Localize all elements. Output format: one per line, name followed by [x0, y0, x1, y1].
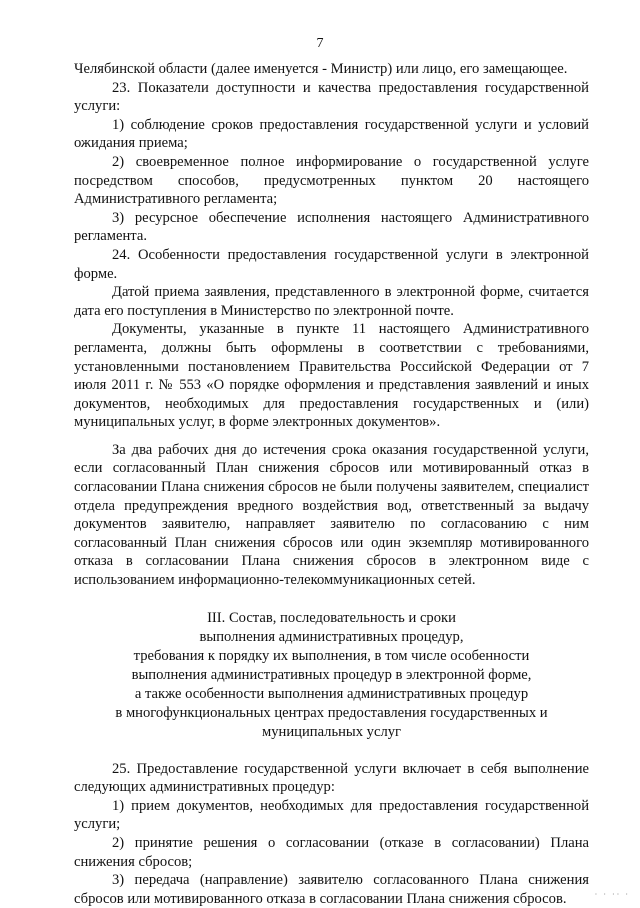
page-number: 7	[316, 36, 324, 51]
paragraph-item-25: 25. Предоставление государственной услуги включает в себя выполнение следующих административных процедур:	[74, 760, 589, 796]
paragraph-two-working-days: За два рабочих дня до истечения срока оказания государственной услуги, если согласованный План снижения сбросов или мотивированный отказ в согласовании Плана снижения сбросов не были получены заявителем, специалист отдела предупреждения вредного воздействия вод, ответственный за выдачу документов заявителю, направляет заявителю по согласованию с ним согласованный План снижения сбросов или один экземпляр мотивированного отказа в согласовании Плана снижения сбросов в электронном виде с использованием информационно-телекоммуникационных сетей.	[74, 441, 589, 589]
section-heading-line: выполнения административных процедур,	[199, 628, 464, 645]
paragraph-receipt-date: Датой приема заявления, представленного в электронной форме, считается дата его поступления в Министерство по электронной почте.	[74, 284, 589, 319]
section-heading-line: а также особенности выполнения административных процедур	[134, 685, 529, 702]
paragraph-item-23-3: 3) ресурсное обеспечение исполнения настоящего Административного регламента.	[74, 209, 589, 245]
paragraph-item-25-3: 3) передача (направление) заявителю согласованного Плана снижения сбросов или мотивированного отказа в согласовании Плана снижения сбросов.	[74, 872, 589, 907]
paragraph-item-25-1: 1) прием документов, необходимых для предоставления государственной услуги;	[74, 797, 589, 833]
paragraph-continuation: Челябинской области (далее именуется - Министр) или лицо, его замещающее.	[74, 61, 568, 77]
section-heading	[74, 609, 589, 742]
section-heading-line: требования к порядку их выполнения, в том числе особенности	[133, 647, 530, 664]
paragraph-documents-requirements: Документы, указанные в пункте 11 настоящего Административного регламента, должны быть оформлены в соответствии с требованиями, установленными постановлением Правительства Российской Федерации от 7 июля 2011 г. № 553 «О порядке оформления и представления заявлений и иных документов, необходимых для предоставления государственных и (или) муниципальных услуг, в форме электронных документов».	[74, 321, 589, 431]
section-heading-line: муниципальных услуг	[261, 723, 402, 740]
scan-artifact-mark: · · ·· ·	[594, 890, 630, 899]
document-body	[74, 60, 589, 908]
paragraph-item-23-1: 1) соблюдение сроков предоставления государственной услуги и условий ожидания приема;	[74, 116, 589, 152]
section-heading-line: в многофункциональных центрах предоставления государственных и	[115, 704, 548, 721]
paragraph-item-25-2: 2) принятие решения о согласовании (отказе в согласовании) Плана снижения сбросов;	[74, 835, 589, 870]
section-heading-line: III. Состав, последовательность и сроки	[207, 609, 456, 626]
section-heading-line: выполнения административных процедур в электронной форме,	[131, 666, 532, 683]
paragraph-item-23: 23. Показатели доступности и качества предоставления государственной услуги:	[74, 79, 589, 115]
paragraph-item-24: 24. Особенности предоставления государственной услуги в электронной форме.	[74, 246, 589, 282]
paragraph-item-23-2: 2) своевременное полное информирование о государственной услуге посредством способов, предусмотренных пунктом 20 настоящего Административного регламента;	[74, 153, 589, 208]
